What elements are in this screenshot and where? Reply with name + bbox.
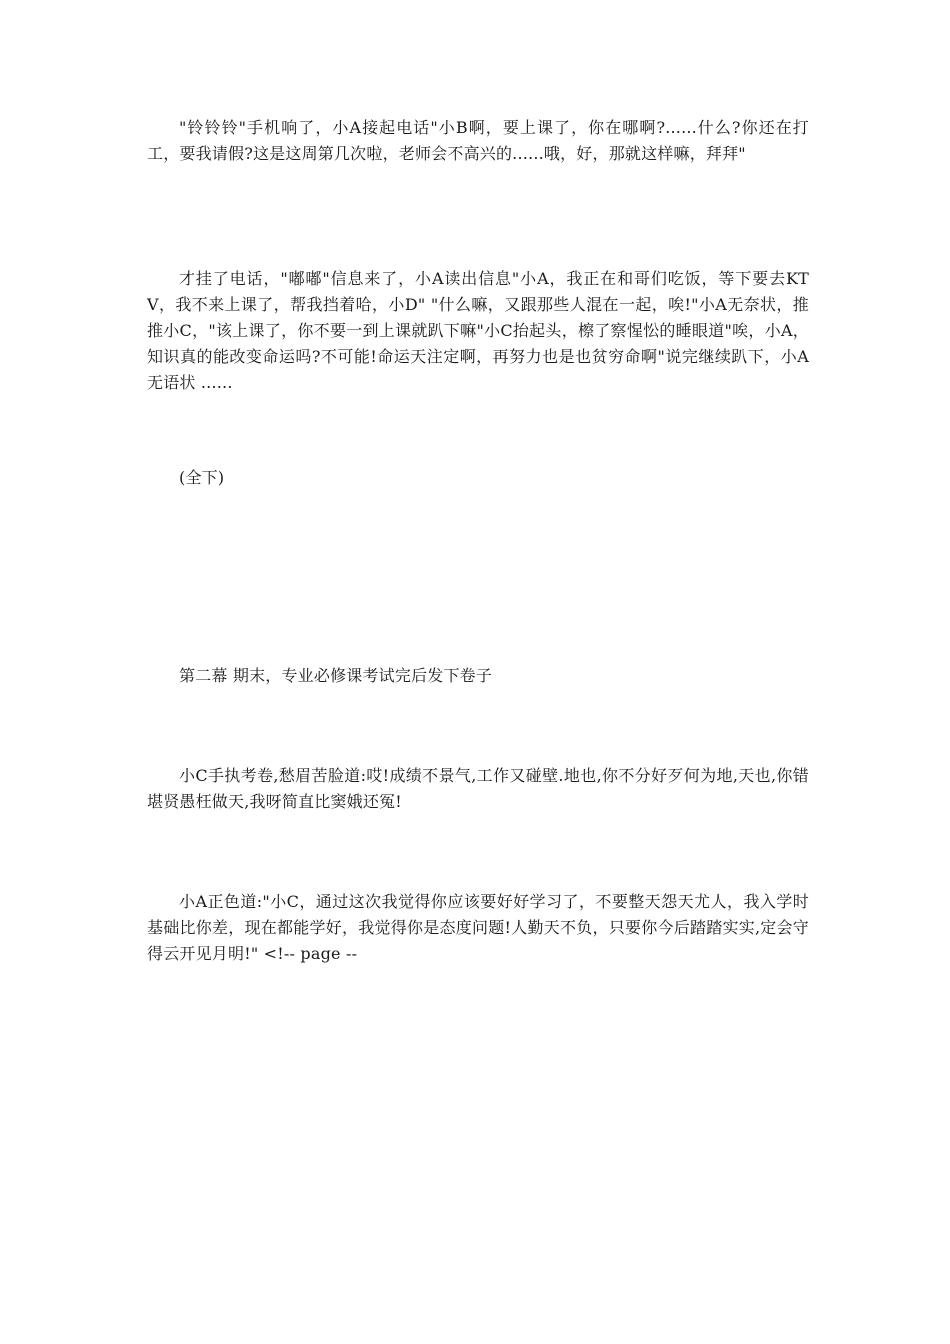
paragraph-advice: 小A正色道:"小C，通过这次我觉得你应该要好好学习了，不要整天怨天尤人，我入学时基础比你差，现在都能学好，我觉得你是态度问题!人勤天不负，只要你今后踏踏实实,定会守得云开见月明!" <!-- page -- <box>147 892 809 963</box>
paragraph-complaint: 小C手执考卷,愁眉苦脸道:哎!成绩不景气,工作又碰壁.地也,你不分好歹何为地,天也,你错堪贤愚枉做天,我呀简直比窦娥还冤! <box>147 766 809 811</box>
paragraph-scene-end: (全下) <box>179 468 225 487</box>
paragraph-message: 才挂了电话，"嘟嘟"信息来了，小A读出信息"小A，我正在和哥们吃饭，等下要去KTV，我不来上课了，帮我挡着哈，小D" "什么嘛，又跟那些人混在一起，唉!"小A无奈状，推推小C，"该上课了，你不要一到上课就趴下嘛"小C抬起头，檫了察惺忪的睡眼道"唉，小A，知识真的能改变命运吗?不可能!命运天注定啊，再努力也是也贫穷命啊"说完继续趴下，小A 无语状 ...... <box>147 269 809 392</box>
scene-heading: 第二幕 期末，专业必修课考试完后发下卷子 <box>179 666 493 685</box>
paragraph-phone-call: "铃铃铃"手机响了，小A接起电话"小B啊，要上课了，你在哪啊?......什么?你还在打工，要我请假?这是这周第几次啦，老师会不高兴的......哦，好，那就这样嘛，拜拜" <box>147 118 809 163</box>
